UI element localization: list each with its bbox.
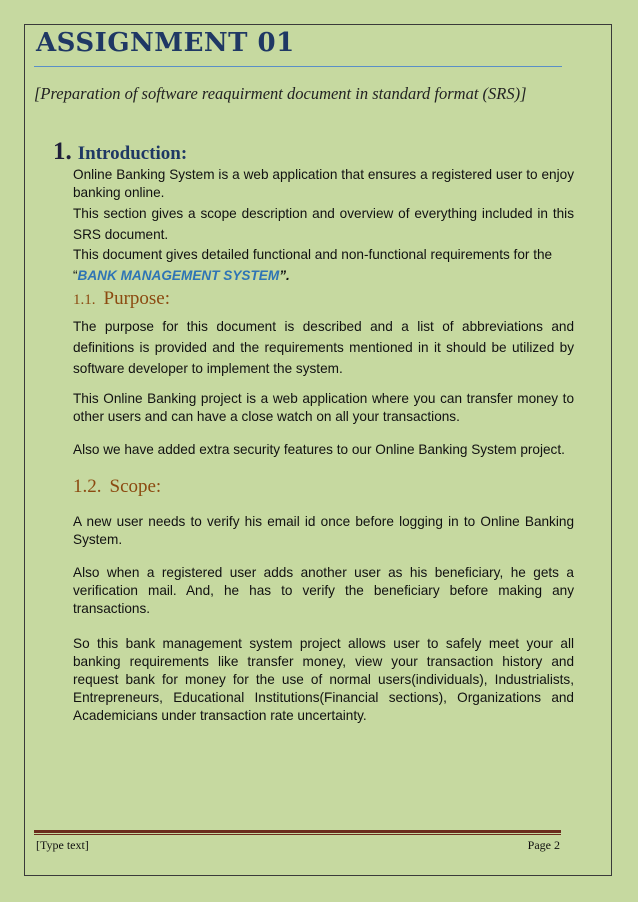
intro-paragraph-1: Online Banking System is a web application that ensures a registered user to enjoy banking online. — [73, 167, 574, 200]
purpose-paragraph-2: This Online Banking project is a web application where you can transfer money to other users and can have a close watch on all your transactions. — [73, 391, 574, 424]
page-number: Page 2 — [527, 838, 560, 852]
scope-paragraph-1: A new user needs to verify his email id once before logging in to Online Banking System. — [73, 514, 574, 547]
scope-paragraph-3: So this bank management system project allows user to safely meet your all banking requirements like transfer money, view your transaction history and request bank for money for the use of normal users(individuals), Industrialists, Entrepreneurs, Educational Institutions(Financial sections), Organizations and Academicians under transaction rate uncertainty. — [73, 636, 574, 723]
section-title: Introduction: — [77, 143, 188, 164]
footer-rule-thin — [34, 834, 561, 835]
subsection-number: 1.2. — [73, 476, 102, 497]
intro-paragraph-2: This section gives a scope description and overview of everything included in this SRS document. — [73, 206, 574, 242]
purpose-paragraph-3: Also we have added extra security features to our Online Banking System project. — [73, 442, 565, 457]
intro-paragraph-3 — [73, 244, 574, 286]
section-number: 1. — [53, 138, 72, 165]
subsection-title: Purpose: — [103, 288, 170, 309]
intro-paragraph-3-text: This document gives detailed functional and non-functional requirements for the “BANK MANAGEMENT SYSTEM”. — [73, 247, 553, 283]
document-subtitle: [Preparation of software reaquirment document in standard format (SRS)] — [34, 84, 527, 103]
document-title: ASSIGNMENT 01 — [36, 28, 295, 58]
footer-rule — [34, 830, 561, 833]
subsection-title: Scope: — [109, 476, 162, 497]
bank-system-name: BANK MANAGEMENT SYSTEM — [77, 268, 280, 283]
subsection-heading-scope — [73, 476, 161, 498]
title-underline — [34, 66, 562, 67]
subsection-heading-purpose — [73, 288, 170, 310]
scope-paragraph-2: Also when a registered user adds another user as his beneficiary, he gets a verification mail. And, he has to verify the beneficiary before making any transactions. — [73, 565, 574, 616]
subsection-number: 1.1. — [73, 292, 96, 308]
section-heading-introduction — [53, 138, 187, 166]
footer-left-text: [Type text] — [36, 838, 89, 852]
purpose-paragraph-1: The purpose for this document is described and a list of abbreviations and definitions is provided and the requirements mentioned in it should be utilized by software developer to implement the system. — [73, 319, 574, 376]
